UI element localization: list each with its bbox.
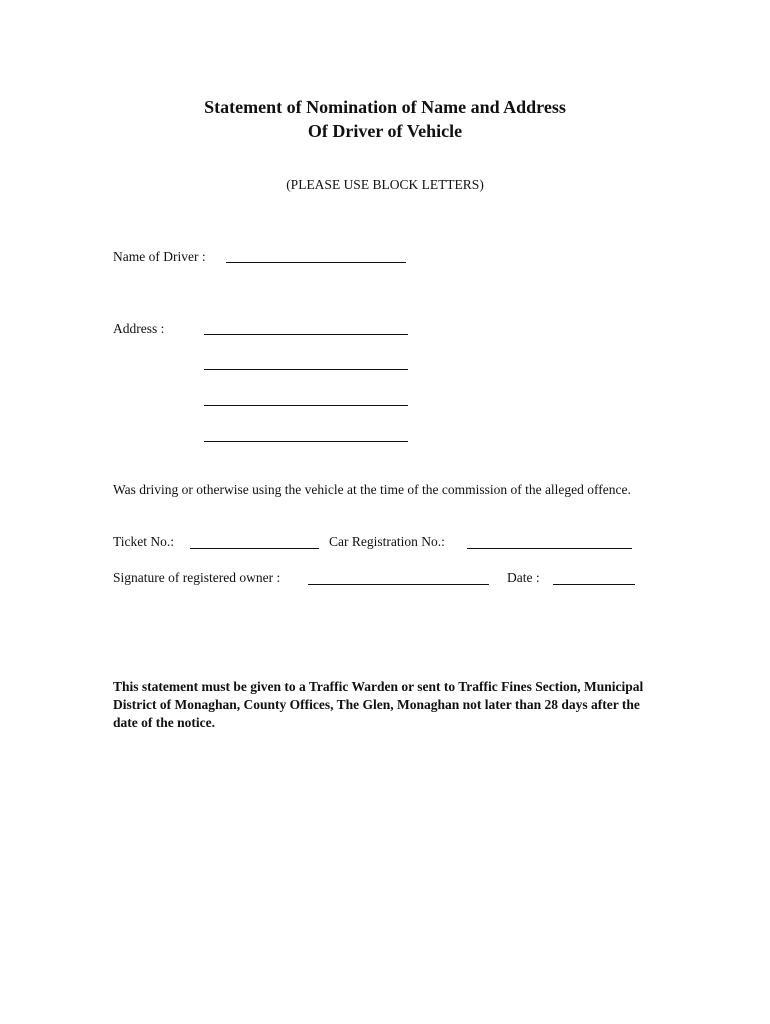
name-of-driver-field[interactable] (226, 262, 406, 263)
block-letters-instruction: (PLEASE USE BLOCK LETTERS) (286, 177, 484, 192)
signature-label: Signature of registered owner : (113, 570, 281, 585)
address-line-4-field[interactable] (204, 441, 408, 442)
address-line-2-field[interactable] (204, 369, 408, 370)
signature-field[interactable] (308, 584, 489, 585)
address-line-3-field[interactable] (204, 405, 408, 406)
car-registration-label: Car Registration No.: (329, 534, 445, 549)
address-label: Address : (113, 321, 165, 336)
ticket-number-label: Ticket No.: (113, 534, 175, 549)
date-label: Date : (507, 570, 540, 585)
driving-statement: Was driving or otherwise using the vehicle at the time of the commission of the alleged offence. (113, 482, 631, 497)
date-field[interactable] (553, 584, 635, 585)
car-registration-field[interactable] (467, 548, 632, 549)
name-of-driver-label: Name of Driver : (113, 249, 206, 264)
submission-notice: This statement must be given to a Traffic Warden or sent to Traffic Fines Section, Municipal District of Monaghan, County Offices, The Glen, Monaghan not later than 28 days after the date of the notice. (113, 679, 644, 730)
form-title-line2: Of Driver of Vehicle (307, 121, 463, 141)
address-line-1-field[interactable] (204, 334, 408, 335)
form-title-line1: Statement of Nomination of Name and Address (204, 97, 566, 117)
ticket-number-field[interactable] (190, 548, 319, 549)
